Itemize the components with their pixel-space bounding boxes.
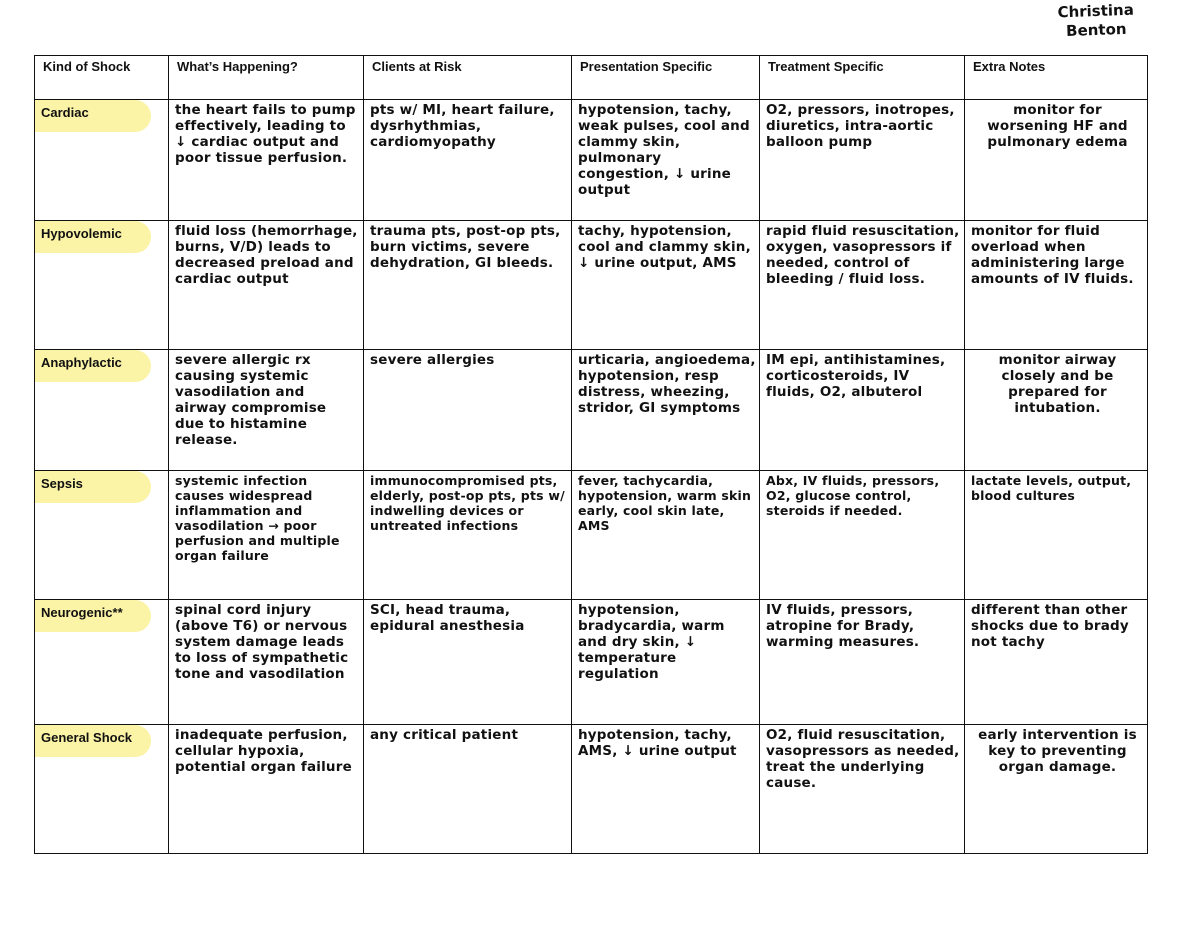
author-first-name: Christina <box>1057 0 1135 22</box>
header-kind: Kind of Shock <box>35 56 169 100</box>
treatment-cell: Abx, IV fluids, pressors, O2, glucose control, steroids if needed. <box>760 471 965 600</box>
shock-kind-cell <box>35 471 169 600</box>
shock-kind-cell <box>35 350 169 471</box>
at-risk-cell: trauma pts, post-op pts, burn victims, severe dehydration, GI bleeds. <box>364 221 572 350</box>
presentation-cell: tachy, hypotension, cool and clammy skin, ↓ urine output, AMS <box>572 221 760 350</box>
table-header-row <box>35 56 1148 100</box>
happening-cell: spinal cord injury (above T6) or nervous system damage leads to loss of sympathetic tone and vasodilation <box>169 600 364 725</box>
notes-cell: monitor airway closely and be prepared for intubation. <box>965 350 1148 471</box>
table-row <box>35 350 1148 471</box>
treatment-cell: O2, pressors, inotropes, diuretics, intra-aortic balloon pump <box>760 100 965 221</box>
notes-cell: monitor for fluid overload when administering large amounts of IV fluids. <box>965 221 1148 350</box>
happening-cell: systemic infection causes widespread inflammation and vasodilation → poor perfusion and multiple organ failure <box>169 471 364 600</box>
header-treatment: Treatment Specific <box>760 56 965 100</box>
at-risk-cell: severe allergies <box>364 350 572 471</box>
notes-cell: monitor for worsening HF and pulmonary edema <box>965 100 1148 221</box>
header-presentation: Presentation Specific <box>572 56 760 100</box>
shock-kind: Neurogenic** <box>41 605 123 620</box>
shock-kind-cell <box>35 221 169 350</box>
author-last-name: Benton <box>1065 19 1127 41</box>
shock-kind-cell <box>35 725 169 854</box>
at-risk-cell: immunocompromised pts, elderly, post-op pts, pts w/ indwelling devices or untreated infections <box>364 471 572 600</box>
header-happening: What’s Happening? <box>169 56 364 100</box>
at-risk-cell: SCI, head trauma, epidural anesthesia <box>364 600 572 725</box>
header-at-risk: Clients at Risk <box>364 56 572 100</box>
treatment-cell: IM epi, antihistamines, corticosteroids, IV fluids, O2, albuterol <box>760 350 965 471</box>
happening-cell: fluid loss (hemorrhage, burns, V/D) leads to decreased preload and cardiac output <box>169 221 364 350</box>
shock-kind: Anaphylactic <box>41 355 122 370</box>
at-risk-cell: pts w/ MI, heart failure, dysrhythmias, cardiomyopathy <box>364 100 572 221</box>
presentation-cell: fever, tachycardia, hypotension, warm skin early, cool skin late, AMS <box>572 471 760 600</box>
treatment-cell: O2, fluid resuscitation, vasopressors as needed, treat the underlying cause. <box>760 725 965 854</box>
shock-kind: Sepsis <box>41 476 83 491</box>
at-risk-cell: any critical patient <box>364 725 572 854</box>
table-row <box>35 600 1148 725</box>
presentation-cell: hypotension, bradycardia, warm and dry skin, ↓ temperature regulation <box>572 600 760 725</box>
happening-cell: severe allergic rx causing systemic vasodilation and airway compromise due to histamine release. <box>169 350 364 471</box>
treatment-cell: IV fluids, pressors, atropine for Brady, warming measures. <box>760 600 965 725</box>
author-signature <box>1045 0 1146 41</box>
shock-kind: Cardiac <box>41 105 89 120</box>
shock-kind-cell <box>35 600 169 725</box>
table-row <box>35 221 1148 350</box>
shock-table <box>34 55 1148 854</box>
shock-kind-cell <box>35 100 169 221</box>
notes-cell: lactate levels, output, blood cultures <box>965 471 1148 600</box>
presentation-cell: hypotension, tachy, weak pulses, cool and clammy skin, pulmonary congestion, ↓ urine output <box>572 100 760 221</box>
presentation-cell: urticaria, angioedema, hypotension, resp distress, wheezing, stridor, GI symptoms <box>572 350 760 471</box>
happening-cell: the heart fails to pump effectively, leading to ↓ cardiac output and poor tissue perfusion. <box>169 100 364 221</box>
table-row <box>35 100 1148 221</box>
table-row <box>35 471 1148 600</box>
notes-cell: early intervention is key to preventing organ damage. <box>965 725 1148 854</box>
presentation-cell: hypotension, tachy, AMS, ↓ urine output <box>572 725 760 854</box>
notes-cell: different than other shocks due to brady not tachy <box>965 600 1148 725</box>
shock-kind: General Shock <box>41 730 133 745</box>
treatment-cell: rapid fluid resuscitation, oxygen, vasopressors if needed, control of bleeding / fluid loss. <box>760 221 965 350</box>
header-notes: Extra Notes <box>965 56 1148 100</box>
shock-kind: Hypovolemic <box>41 226 122 241</box>
happening-cell: inadequate perfusion, cellular hypoxia, potential organ failure <box>169 725 364 854</box>
table-row <box>35 725 1148 854</box>
